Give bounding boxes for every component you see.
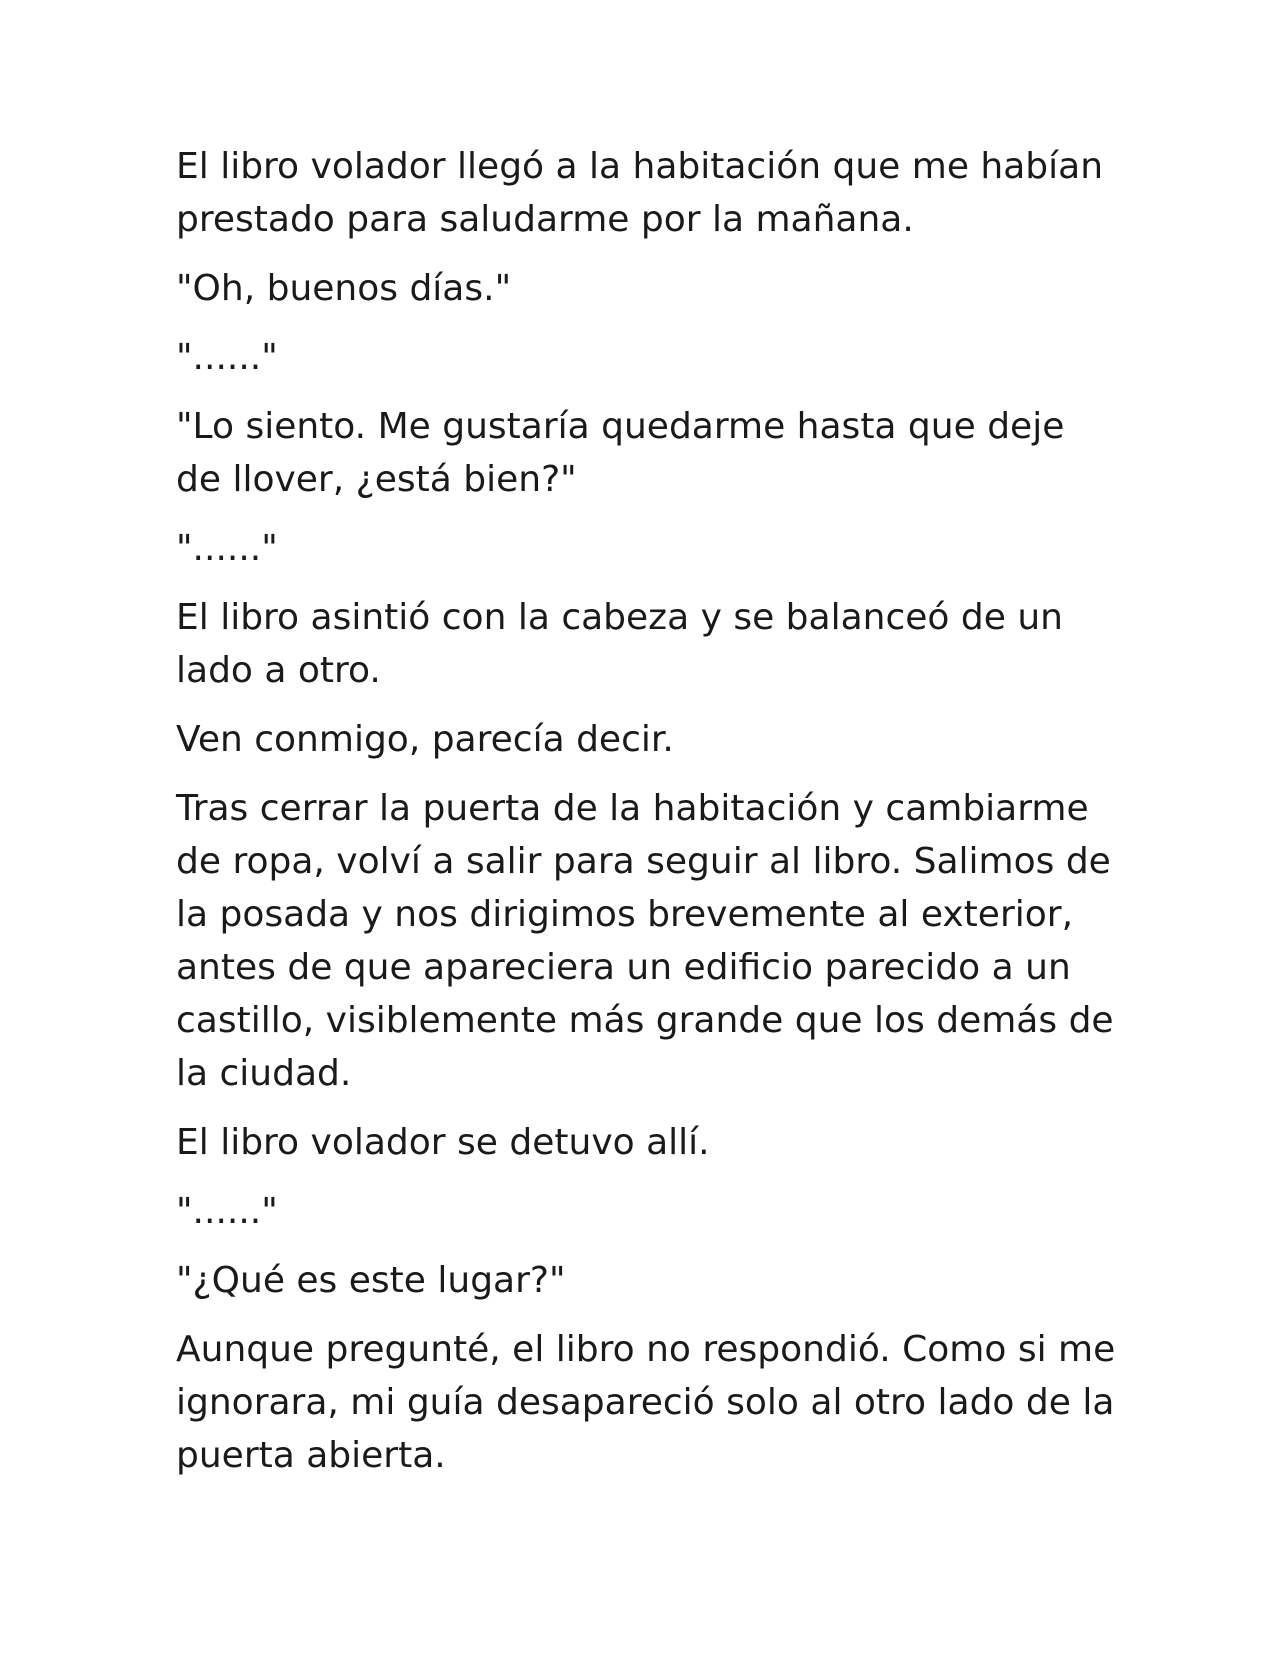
paragraph: Tras cerrar la puerta de la habitación y cambiarme de ropa, volví a salir para seguir al libro. Salimos de la posada y nos dirigimos brevemente al exterior, antes de que apareciera un edificio parecido a un castillo, visiblemente más grande que los demás de la ciudad. [176,788,1114,1094]
paragraph: "Oh, buenos días." [176,268,512,309]
paragraph: El libro volador llegó a la habitación que me habían prestado para saludarme por la mañana. [176,146,1104,240]
paragraph: "......" [176,337,278,378]
paragraph: "......" [176,528,278,569]
paragraph: El libro volador se detuvo allí. [176,1122,710,1163]
paragraph: "¿Qué es este lugar?" [176,1260,566,1301]
document-body [176,140,1116,1498]
paragraph: Aunque pregunté, el libro no respondió. Como si me ignorara, mi guía desapareció solo al otro lado de la puerta abierta. [176,1329,1116,1476]
paragraph: "Lo siento. Me gustaría quedarme hasta que deje de llover, ¿está bien?" [176,406,1065,500]
paragraph: El libro asintió con la cabeza y se balanceó de un lado a otro. [176,597,1063,691]
paragraph: "......" [176,1191,278,1232]
paragraph: Ven conmigo, parecía decir. [176,719,674,760]
